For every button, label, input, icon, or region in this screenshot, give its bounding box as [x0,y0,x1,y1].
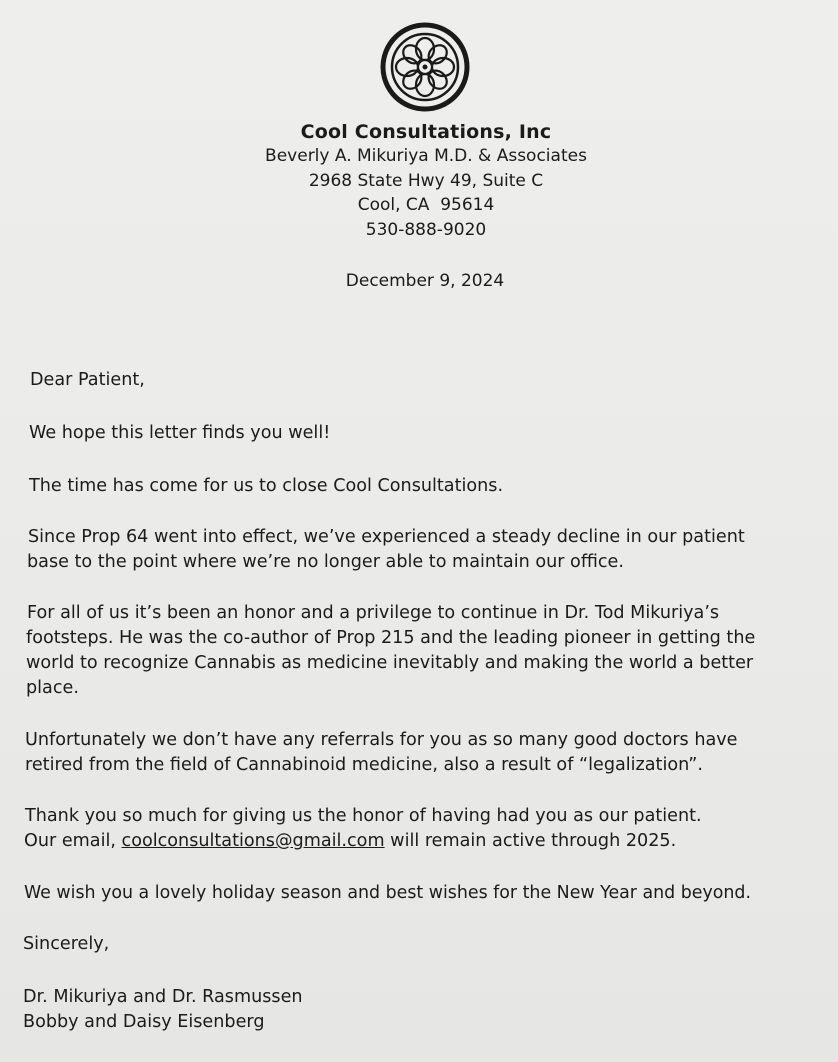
paragraph-line: Thank you so much for giving us the honor of having had you as our patient. [25,806,702,826]
city-zip: Cool, CA 95614 [357,195,495,215]
practice-name: Beverly A. Mikuriya M.D. & Associates [265,146,587,166]
email-line-suffix: will remain active through 2025. [384,831,677,851]
paragraph-line: Since Prop 64 went into effect, we’ve experienced a steady decline in our patient [28,527,745,547]
company-name: Cool Consultations, Inc [300,121,552,143]
salutation: Dear Patient, [30,370,145,390]
paragraph-line: footsteps. He was the co-author of Prop 215 and the leading pioneer in getting the [26,628,756,648]
signature-doctors: Dr. Mikuriya and Dr. Rasmussen [23,987,303,1007]
paragraph-line: Unfortunately we don’t have any referrals for you as so many good doctors have [25,730,738,750]
email-link[interactable]: coolconsultations@gmail.com [121,831,385,851]
floral-crest-icon [380,22,470,112]
paragraph-line: world to recognize Cannabis as medicine inevitably and making the world a better [26,653,754,673]
phone-number: 530-888-9020 [365,219,487,240]
paragraph-line: For all of us it’s been an honor and a privilege to continue in Dr. Tod Mikuriya’s [27,603,720,623]
email-line [24,829,676,854]
signature-eisenbergs: Bobby and Daisy Eisenberg [23,1012,265,1032]
letterhead [0,22,838,242]
letter-date: December 9, 2024 [345,271,505,291]
email-line-prefix: Our email, [24,831,122,851]
paragraph-line: base to the point where we’re no longer able to maintain our office. [27,552,624,572]
paragraph-line: place. [26,678,79,698]
closing: Sincerely, [23,934,110,954]
paragraph-closing-announcement: The time has come for us to close Cool Consultations. [29,476,504,496]
paragraph-line: retired from the field of Cannabinoid medicine, also a result of “legalization”. [25,755,704,775]
paragraph-hope-well: We hope this letter finds you well! [29,423,331,443]
paragraph-holiday-wishes: We wish you a lovely holiday season and best wishes for the New Year and beyond. [24,883,751,903]
street-address: 2968 State Hwy 49, Suite C [308,170,544,191]
